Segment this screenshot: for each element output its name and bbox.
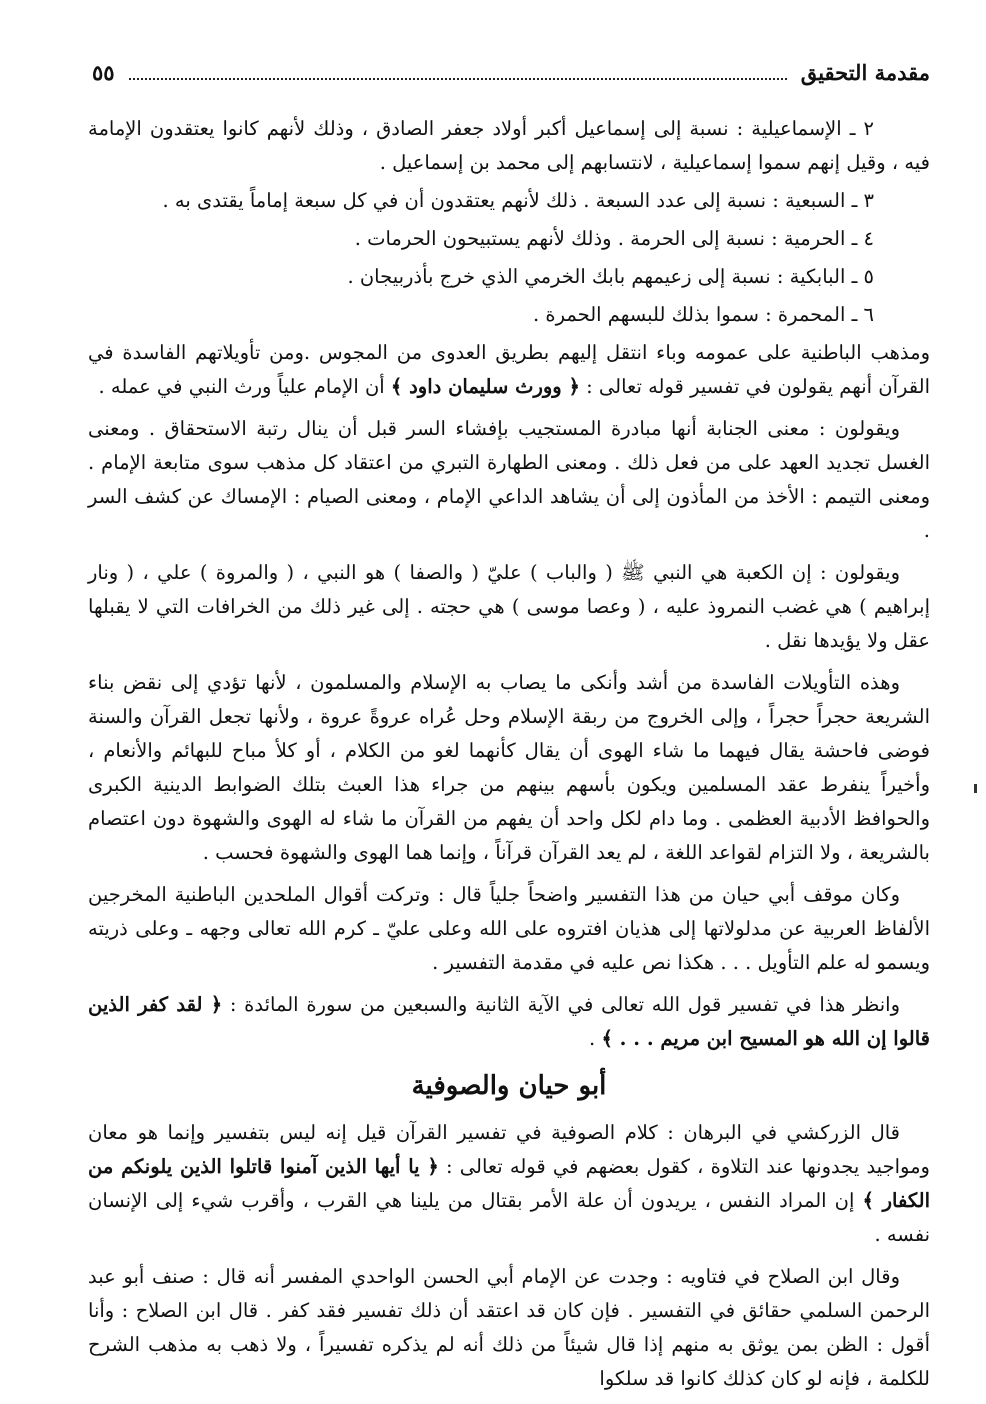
section-title: أبو حيان والصوفية xyxy=(411,1071,607,1101)
paragraph-text: ومذهب الباطنية على عمومه وباء انتقل إليهم بطريق العدوى من المجوس .ومن تأويلاتهم الفاسدة في القرآن أنهم يقولون في تفسير قوله تعالى : xyxy=(88,341,930,398)
quran-quote: ﴿ يا أيها الذين آمنوا قاتلوا الذين يلونكم من الكفار ﴾ xyxy=(88,1155,930,1212)
paragraph-text: . xyxy=(589,1027,602,1050)
list-item-ismailiyya: ٢ ـ الإسماعيلية : نسبة إلى إسماعيل أكبر أولاد جعفر الصادق ، وذلك لأنهم كانوا يعتقدون الإمامة فيه ، وقيل إنهم سموا إسماعيلية ، لانتسابهم إلى محمد بن إسماعيل . xyxy=(88,117,930,174)
list-item-sabiyya: ٣ ـ السبعية : نسبة إلى عدد السبعة . ذلك لأنهم يعتقدون أن في كل سبعة إماماً يقتدى به . xyxy=(162,189,874,212)
paragraph-ibn-salah: وقال ابن الصلاح في فتاويه : وجدت عن الإمام أبي الحسن الواحدي المفسر أنه قال : صنف أبو عبد الرحمن السلمي حقائق في التفسير . فإن كان قد اعتقد أن ذلك تفسير فقد كفر . قال ابن الصلاح : وأنا أقول : الظن بمن يوثق به منهم إذا قال شيئاً من ذلك أنه لم يذكره تفسيراً ، ولا ذهب به مذهب الشرح للكلمة ، فإنه لو كان كذلك كانوا قد سلكوا xyxy=(88,1265,930,1390)
list-item-hurmiyya: ٤ ـ الحرمية : نسبة إلى الحرمة . وذلك لأنهم يستبيحون الحرمات . xyxy=(354,227,874,250)
paragraph-zarkashi xyxy=(88,1116,930,1252)
paragraph-batiniyya xyxy=(88,336,930,404)
header-leader-dots xyxy=(129,78,787,80)
paragraph-text: أن الإمام علياً ورث النبي في عمله . xyxy=(98,375,391,398)
header-title: مقدمة التحقيق xyxy=(800,60,930,85)
paragraph-kaaba: ويقولون : إن الكعبة هي النبي ﷺ ( والباب ) عليّ ( والصفا ) هو النبي ، ( والمروة ) علي ، ( ونار إبراهيم ) هي غضب النمروذ عليه ، ( وعصا موسى ) هي حجته . إلى غير ذلك من الخرافات التي لا يقبلها عقل ولا يؤيدها نقل . xyxy=(88,561,930,652)
page-number: ٥٥ xyxy=(92,60,115,85)
quran-quote: ﴿ وورث سليمان داود ﴾ xyxy=(390,375,580,398)
paragraph-maida xyxy=(88,988,930,1056)
paragraph-mawqif: وكان موقف أبي حيان من هذا التفسير واضحاً جلياً قال : وتركت أقوال الملحدين الباطنية المخرجين الألفاظ العربية عن مدلولاتها إلى هذيان افتروه على الله وعلى عليّ ـ كرم الله تعالى وجهه ـ وعلى ذريته ويسمو له علم التأويل . . . هكذا نص عليه في مقدمة التفسير . xyxy=(88,883,930,974)
paragraph-janaba: ويقولون : معنى الجنابة أنها مبادرة المستجيب بإفشاء السر قبل أن ينال رتبة الاستحقاق . ومعنى الغسل تجديد العهد على من فعل ذلك . ومعنى الطهارة التبري من اعتقاد كل مذهب سوى متابعة الإمام . ومعنى التيمم : الأخذ من المأذون إلى أن يشاهد الداعي الإمام ، ومعنى الصيام : الإمساك عن كشف السر . xyxy=(88,417,930,542)
list-item-babakiyya: ٥ ـ البابكية : نسبة إلى زعيمهم بابك الخرمي الذي خرج بأذربيجان . xyxy=(347,265,874,288)
page-body xyxy=(88,112,930,1404)
list-item-muhammira: ٦ ـ المحمرة : سموا بذلك للبسهم الحمرة . xyxy=(532,303,874,326)
paragraph-text: قال الزركشي في البرهان : كلام الصوفية في تفسير القرآن قيل إنه ليس بتفسير وإنما هو معان ومواجيد يجدونها عند التلاوة ، كقول بعضهم في قوله تعالى : xyxy=(88,1121,930,1178)
quran-quote: ﴿ لقد كفر الذين قالوا إن الله هو المسيح ابن مريم . . . ﴾ xyxy=(88,993,930,1050)
paragraph-text: إن المراد النفس ، يريدون أن علة الأمر بقتال من يلينا هي القرب ، وأقرب شيء إلى الإنسان نفسه . xyxy=(88,1189,930,1246)
running-header xyxy=(92,60,930,86)
paragraph-tawilat: وهذه التأويلات الفاسدة من أشد وأنكى ما يصاب به الإسلام والمسلمون ، لأنها تؤدي إلى نقض بناء الشريعة حجراً حجراً ، وإلى الخروج من ربقة الإسلام وحل عُراه عروةً عروة ، ولأنها تجعل القرآن والسنة فوضى فاحشة يقال فيهما ما شاء الهوى أن يقال كأنهما لغو من الكلام ، أو كلأ مباح للبهائم والأنعام ، وأخيراً ينفرط عقد المسلمين ويكون بأسهم بينهم من جراء هذا العبث بتلك الضوابط الدينية الكبرى والحوافظ الأدبية العظمى . وما دام لكل واحد أن يفهم من القرآن ما شاء له الهوى والشهوة دون اعتصام بالشريعة ، ولا التزام لقواعد اللغة ، لم يعد القرآن قرآناً ، وإنما هما الهوى والشهوة فحسب . xyxy=(88,671,930,864)
scan-mark xyxy=(974,784,977,793)
paragraph-text: وانظر هذا في تفسير قول الله تعالى في الآية الثانية والسبعين من سورة المائدة : xyxy=(222,993,900,1016)
